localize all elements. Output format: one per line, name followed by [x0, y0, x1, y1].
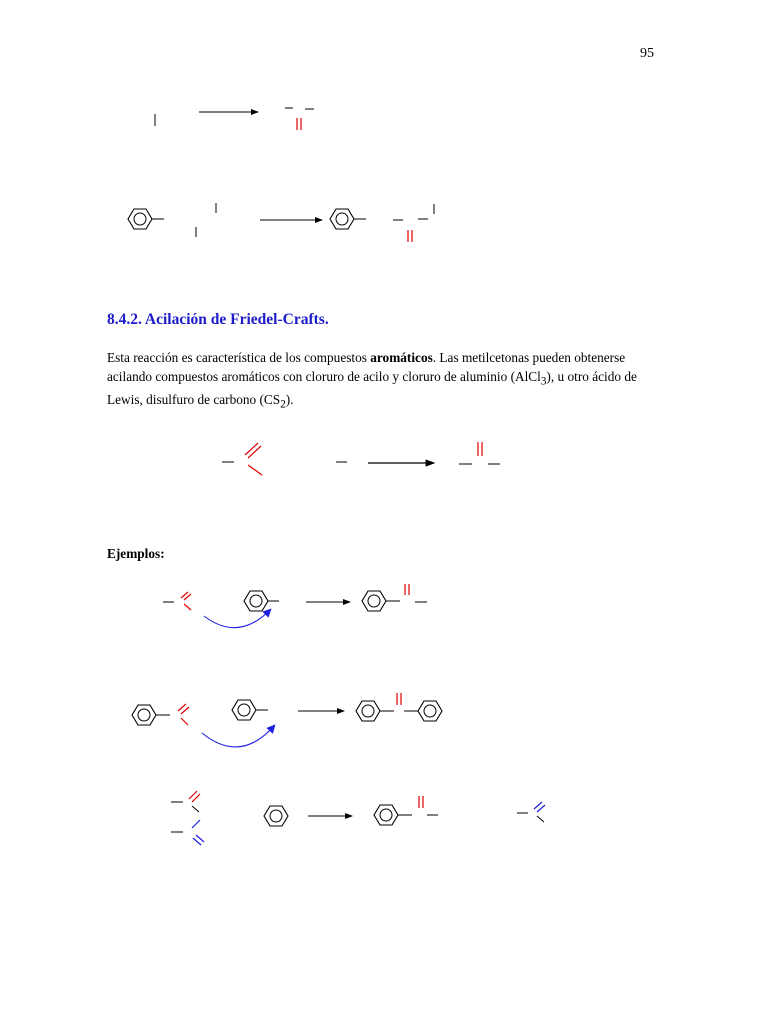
- benzene-ring: [330, 209, 366, 229]
- intro-text-4: ).: [285, 391, 294, 407]
- general-scheme: [222, 442, 500, 475]
- section-heading: 8.4.2. Acilación de Friedel-Crafts.: [107, 311, 329, 328]
- scheme-2: [128, 203, 434, 242]
- benzene-ring: [128, 209, 164, 229]
- intro-subscript-2: 2: [280, 398, 286, 411]
- intro-text-3: ), u otro ácido de Lewis, disulfuro de carbono (CS: [107, 368, 637, 407]
- benzene-ring: [232, 700, 268, 720]
- benzene-ring: [404, 701, 442, 721]
- scheme-1: [155, 108, 314, 130]
- benzene-ring: [374, 805, 412, 825]
- example-1: [163, 584, 427, 628]
- intro-bold-term: aromáticos: [370, 350, 433, 365]
- example-2: [132, 693, 442, 747]
- example-3: [171, 791, 545, 845]
- benzene-ring: [362, 591, 400, 611]
- benzene-ring: [356, 701, 394, 721]
- curved-arrow: [204, 610, 270, 628]
- benzene-ring: [132, 705, 170, 725]
- intro-subscript-1: 3: [540, 375, 547, 388]
- page-number: 95: [640, 46, 654, 61]
- examples-label: Ejemplos:: [107, 546, 165, 561]
- intro-text-2: . Las metilcetonas pueden obtenerse acilando compuestos aromáticos con cloruro de acilo y cloruro de aluminio (AlCl: [107, 350, 626, 384]
- benzene-ring: [244, 591, 279, 611]
- intro-text-1: Esta reacción es característica de los compuestos: [107, 350, 371, 365]
- benzene-ring: [264, 806, 288, 826]
- intro-paragraph: [107, 349, 667, 414]
- curved-arrow: [202, 726, 274, 747]
- reaction-schemes-top: [0, 0, 768, 300]
